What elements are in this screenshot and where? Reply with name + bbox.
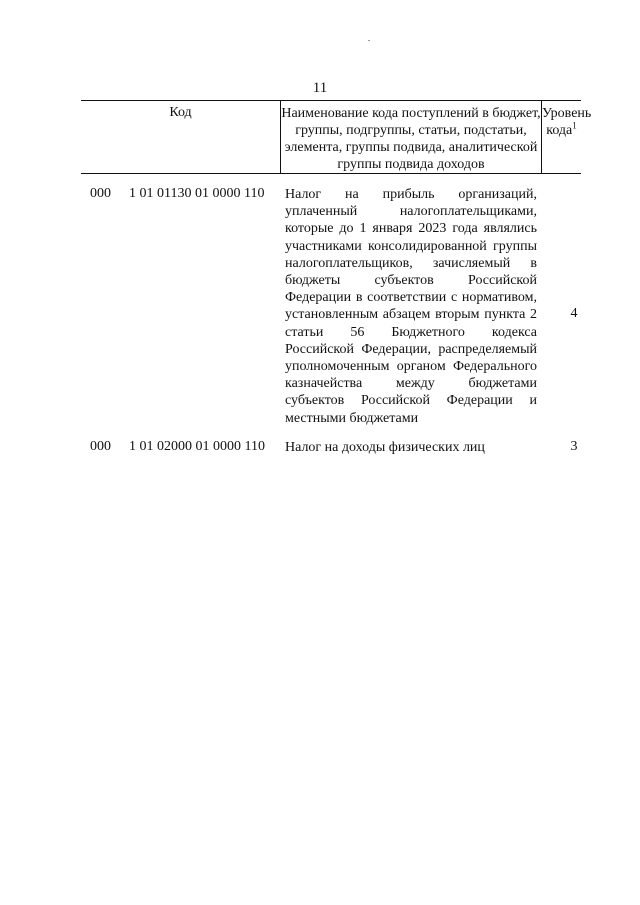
header-code: Код [169,105,192,120]
row-name: Налог на прибыль организаций, уплаченный налогоплательщиками, которые до 1 января 2023 года являлись участниками консолидированной группы налогоплательщиков, зачисляемый в бюджеты субъектов Российской Федерации в соответствии с нормативом, установленным абзацем вторым пункта 2 статьи 56 Бюджетного кодекса Российской Федерации, распределяемый уполномоченным органом Федерального казначейства между бюджетами субъектов Российской Федерации и местными бюджетами [285,187,537,426]
row-level: 4 [570,306,578,321]
header-level-label: Уровень кода [542,106,592,138]
table-header [81,100,592,174]
scan-speck [368,40,370,41]
header-level [542,105,592,139]
page-number: 11 [312,80,328,96]
header-name: Наименование кода поступлений в бюджет, группы, подгруппы, статьи, подстатьи, элемента, группы подвида, аналитической группы подвида доходов [281,106,541,172]
row-budget-code: 1 01 01130 01 0000 110 [129,186,265,201]
row-admin-code: 000 [90,439,111,454]
row-level: 3 [570,439,578,454]
header-level-footnote: 1 [572,120,577,131]
row-budget-code: 1 01 02000 01 0000 110 [129,439,265,454]
row-name: Налог на доходы физических лиц [285,440,485,455]
row-admin-code: 000 [90,186,111,201]
